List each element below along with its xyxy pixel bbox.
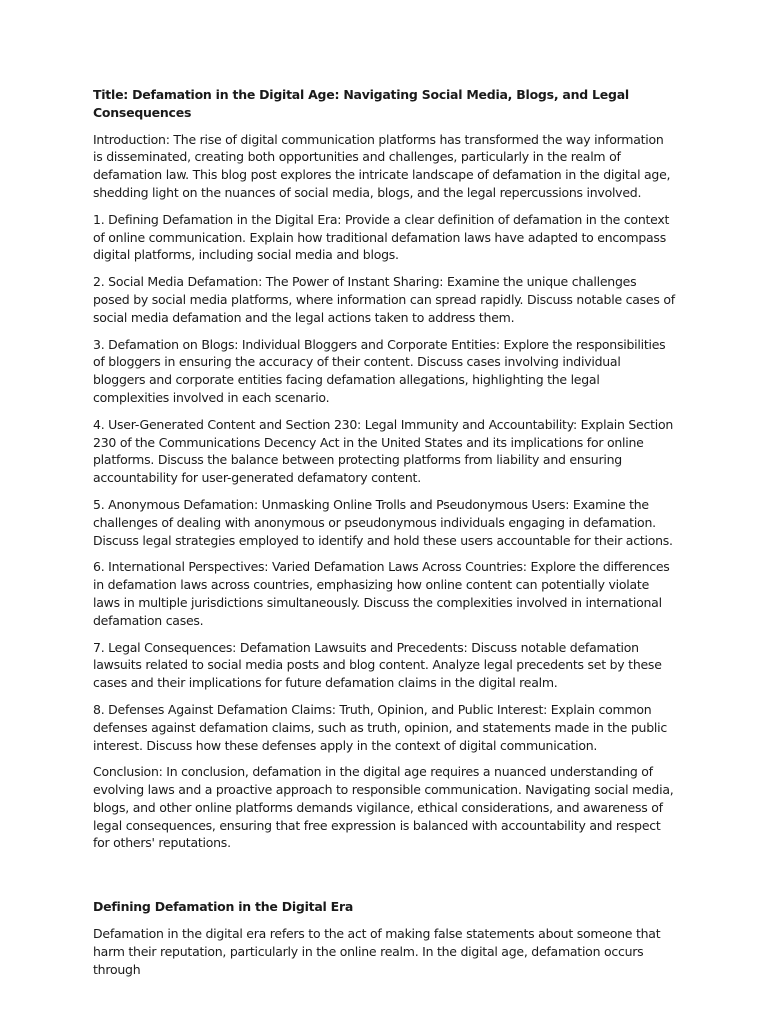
document-title: Title: Defamation in the Digital Age: Navigating Social Media, Blogs, and Legal Consequences [93,87,629,120]
section-7-paragraph: 7. Legal Consequences: Defamation Lawsuits and Precedents: Discuss notable defamation lawsuits related to social media posts and blog content. Analyze legal precedents set by these cases and their implications for future defamation claims in the digital realm. [93,639,662,691]
section-8-paragraph: 8. Defenses Against Defamation Claims: Truth, Opinion, and Public Interest: Explain common defenses against defamation claims, such as truth, opinion, and statements made in the public interest. Discuss how these defenses apply in the context of digital communication. [93,701,667,753]
section-5-paragraph: 5. Anonymous Defamation: Unmasking Online Trolls and Pseudonymous Users: Examine the challenges of dealing with anonymous or pseudonymous individuals engaging in defamation. Discuss legal strategies employed to identify and hold these users accountable for their actions. [93,496,673,548]
section-6-paragraph: 6. International Perspectives: Varied Defamation Laws Across Countries: Explore the differences in defamation laws across countries, emphasizing how online content can potentially violate laws in multiple jurisdictions simultaneously. Discuss the complexities involved in international defamation cases. [93,559,670,628]
section-body-paragraph: Defamation in the digital era refers to the act of making false statements about someone that harm their reputation, particularly in the online realm. In the digital age, defamation occurs through [93,926,661,977]
section-4-paragraph: 4. User-Generated Content and Section 230: Legal Immunity and Accountability: Explain Section 230 of the Communications Decency Act in the United States and its implications for online platforms. Discuss the balance between protecting platforms from liability and ensuring accountability for user-generated defamatory content. [93,416,674,486]
section-heading: Defining Defamation in the Digital Era [93,899,354,915]
section-1-paragraph: 1. Defining Defamation in the Digital Era: Provide a clear definition of defamation in the context of online communication. Explain how traditional defamation laws have adapted to encompass digital platforms, including social media and blogs. [93,211,670,263]
conclusion-paragraph: Conclusion: In conclusion, defamation in the digital age requires a nuanced understanding of evolving laws and a proactive approach to responsible communication. Navigating social media, blogs, and other online platforms demands vigilance, ethical considerations, and awareness of legal consequences, ensuring that free expression is balanced with accountability and respect for others' reputations. [93,764,674,851]
section-3-paragraph: 3. Defamation on Blogs: Individual Bloggers and Corporate Entities: Explore the responsibilities of bloggers in ensuring the accuracy of their content. Discuss cases involving individual bloggers and corporate entities facing defamation allegations, highlighting the legal complexities involved in each scenario. [93,336,666,405]
section-2-paragraph: 2. Social Media Defamation: The Power of Instant Sharing: Examine the unique challenges posed by social media platforms, where information can spread rapidly. Discuss notable cases of social media defamation and the legal actions taken to address them. [93,274,675,325]
introduction-paragraph: Introduction: The rise of digital communication platforms has transformed the way information is disseminated, creating both opportunities and challenges, particularly in the realm of defamation law. This blog post explores the intricate landscape of defamation in the digital age, shedding light on the nuances of social media, blogs, and the legal repercussions involved. [93,131,671,200]
section-spacer [93,861,676,898]
